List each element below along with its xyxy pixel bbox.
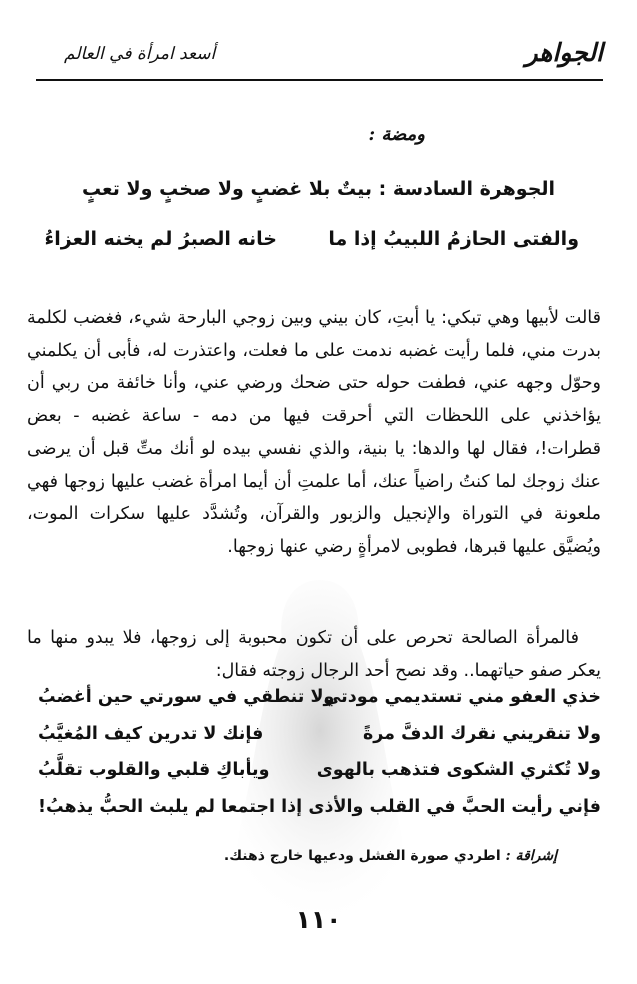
series-title-header: أسعد امرأة في العالم bbox=[64, 44, 216, 64]
poem-first-hemistich: خذي العفو مني تستديمي مودتي bbox=[323, 687, 601, 707]
poem-second-hemistich: إذا اجتمعا لم يلبث الحبُّ يذهبُ! bbox=[38, 797, 303, 817]
section-label: ومضة : bbox=[368, 124, 425, 145]
poem-second-hemistich: ويأباكِ قلبي والقلوب تقلَّبُ bbox=[38, 760, 270, 780]
poem-line bbox=[38, 687, 601, 717]
poem-line bbox=[38, 760, 601, 790]
page-number: ١١٠ bbox=[295, 905, 342, 934]
poem-second-hemistich: فإنك لا تدرين كيف المُغيَّبُ bbox=[38, 724, 264, 744]
poem-line bbox=[38, 797, 601, 827]
book-title-header: الجواهر bbox=[525, 38, 603, 67]
body-paragraph-2: فالمرأة الصالحة تحرص على أن تكون محبوبة إلى زوجها، فلا يبدو منها ما يعكر صفو حياتهما.. وقد نصح أحد الرجال زوجته فقال: bbox=[27, 628, 601, 681]
ishraq-note bbox=[224, 848, 557, 864]
chapter-title: الجوهرة السادسة : بيتٌ بلا غضبٍ ولا صخبٍ ولا تعبٍ bbox=[81, 178, 556, 200]
poem-first-hemistich: ولا تنقريني نقرك الدفَّ مرةً bbox=[362, 724, 601, 744]
poem-first-hemistich: ولا تُكثري الشكوى فتذهب بالهوى bbox=[316, 760, 601, 780]
body-paragraph-1: قالت لأبيها وهي تبكي: يا أبتِ، كان بيني وبين زوجي البارحة شيء، فغضب لكلمة بدرت مني، فلما رأيت غضبه ندمت على ما فعلت، واعتذرت له، فأبى أن يكلمني وحوّل وجهه عني، فطفت حوله حتى ضحك ورضي عني، وأنا خائفة من ربي أن يؤاخذني على اللحظات التي أحرقت فيها من دمه - ساعة غضبه - بعض قطرات!، فقال لها والدها: يا بنية، والذي نفسي بيده لو أنك متِّ قبل أن يرضى عنك زوجك لما كنتُ راضياً عنك، أما علمتِ أن أيما امرأة غضب عليها زوجها فهي ملعونة في التوراة والإنجيل والزبور والقرآن، وتُشدَّد عليها سكرات الموت، ويُضيَّق عليها قبرها، فطوبى لامرأةٍ رضي عنها زوجها. bbox=[27, 308, 601, 557]
poem-line bbox=[38, 724, 601, 754]
poem-first-hemistich: فإني رأيت الحبَّ في القلب والأذى bbox=[308, 797, 601, 817]
ishraq-text: اطردي صورة الفشل ودعيها خارج ذهنك. bbox=[223, 848, 501, 864]
opening-verse-second-half: خانه الصبرُ لم يخنه العزاءُ bbox=[44, 228, 277, 250]
ishraq-label: إشراقة : bbox=[505, 848, 557, 864]
opening-verse-first-half: والفتى الحازمُ اللبيبُ إذا ما bbox=[328, 228, 579, 250]
header-rule bbox=[36, 79, 603, 81]
poem-second-hemistich: ولا تنطقي في سورتي حين أغضبُ bbox=[38, 687, 335, 707]
